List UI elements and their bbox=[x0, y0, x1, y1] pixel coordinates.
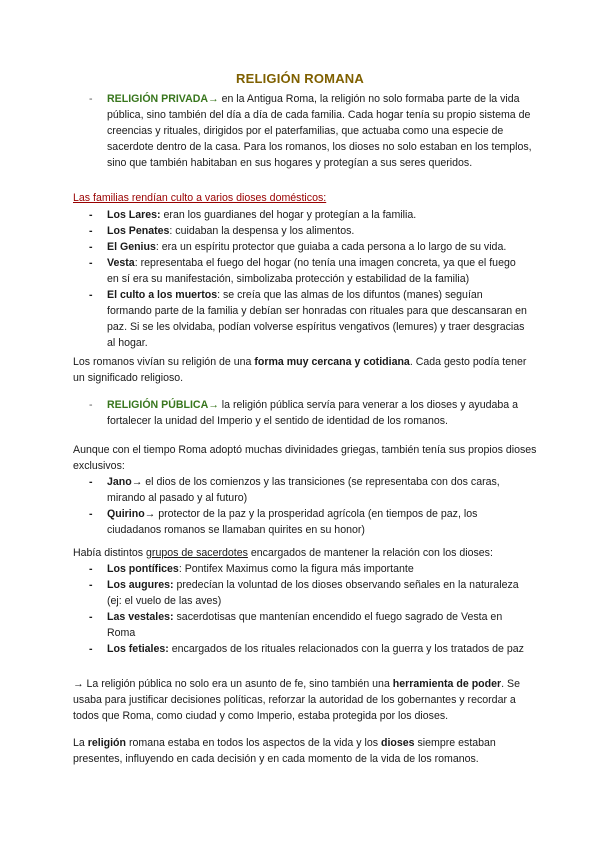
item-term: Las vestales: bbox=[107, 611, 174, 623]
para-text: → La religión pública no solo era un asunto de fe, sino también una bbox=[73, 678, 393, 690]
item-term: Vesta bbox=[107, 257, 135, 269]
bullet-dash: - bbox=[89, 563, 93, 575]
item-term: Jano bbox=[107, 476, 132, 488]
list-item bbox=[89, 207, 529, 223]
item-term: El Genius bbox=[107, 241, 156, 253]
para-text: . Se usaba para justificar decisiones políticas, reforzar la autoridad de los gobernantes y recordar a todos que Roma, como ciudad y como Imperio, estaba protegida por los dioses. bbox=[73, 678, 520, 722]
item-text: sacerdotisas que mantenían encendido el fuego sagrado de Vesta en Roma bbox=[107, 611, 503, 639]
bullet-dash: - bbox=[89, 508, 93, 520]
para-text: romana estaba en todos los aspectos de la vida y los bbox=[126, 737, 381, 749]
arrow-glyph: → bbox=[208, 399, 219, 411]
paragraph-priests bbox=[73, 545, 533, 561]
domestic-gods-heading: Las familias rendían culto a varios dioses domésticos: bbox=[73, 192, 327, 204]
para-text: Los romanos vivían su religión de una bbox=[73, 356, 255, 368]
item-term: Los fetiales: bbox=[107, 643, 169, 655]
item-text: → protector de la paz y la prosperidad agrícola (en tiempos de paz, los ciudadanos romanos se llamaban quirites en su honor) bbox=[107, 508, 478, 536]
public-religion-paragraph bbox=[107, 397, 529, 429]
list-item bbox=[89, 577, 529, 609]
para-bold: dioses bbox=[381, 737, 415, 749]
item-text: predecían la voluntad de los dioses observando señales en la naturaleza (ej: el vuelo de las aves) bbox=[107, 579, 519, 607]
item-text: : se creía que las almas de los difuntos (manes) seguían formando parte de la familia y debían ser honradas con rituales para que descansaran en paz. Si se les olvidaba, podían volverse espíritus vengativos (lemures) y traer desgracias al hogar. bbox=[107, 289, 527, 349]
list-item bbox=[89, 641, 529, 657]
bullet-dash: - bbox=[89, 241, 93, 253]
item-text: : era un espíritu protector que guiaba a cada persona a lo largo de su vida. bbox=[155, 241, 507, 253]
list-item bbox=[89, 561, 529, 577]
bullet-dash: - bbox=[89, 643, 93, 655]
item-term: Los Penates bbox=[107, 225, 170, 237]
private-religion-paragraph bbox=[107, 91, 535, 171]
bullet-dash: - bbox=[89, 225, 93, 237]
list-item bbox=[89, 474, 529, 506]
public-religion-label: RELIGIÓN PÚBLICA bbox=[107, 399, 209, 411]
bullet-dash: - bbox=[89, 93, 93, 105]
list-item bbox=[89, 506, 529, 538]
priests-list bbox=[89, 561, 529, 657]
item-text: encargados de los rituales relacionados con la guerra y los tratados de paz bbox=[168, 643, 524, 655]
bullet-dash: - bbox=[89, 209, 93, 221]
item-term: Quirino bbox=[107, 508, 145, 520]
bullet-dash: - bbox=[89, 399, 93, 411]
item-text: : representaba el fuego del hogar (no tenía una imagen concreta, ya que el fuego en sí era su manifestación, simbolizaba protección y estabilidad de la familia) bbox=[107, 257, 516, 285]
paragraph-everyday bbox=[73, 354, 533, 386]
para-text: . Cada gesto podía tener un significado religioso. bbox=[73, 356, 527, 384]
bullet-dash: - bbox=[89, 476, 93, 488]
bullet-dash: - bbox=[89, 289, 93, 301]
item-term: El culto a los muertos bbox=[107, 289, 218, 301]
list-item bbox=[89, 223, 529, 239]
para-bold: forma muy cercana y cotidiana bbox=[254, 356, 410, 368]
bullet-dash: - bbox=[89, 257, 93, 269]
item-term: Los pontífices bbox=[107, 563, 179, 575]
private-religion-label: RELIGIÓN PRIVADA bbox=[107, 93, 209, 105]
domestic-gods-list bbox=[89, 207, 529, 351]
paragraph-conclusion bbox=[73, 735, 525, 767]
para-text: siempre estaban presentes, influyendo en cada decisión y en cada momento de la vida de los romanos. bbox=[73, 737, 496, 765]
item-text: : cuidaban la despensa y los alimentos. bbox=[169, 225, 355, 237]
list-item bbox=[89, 287, 529, 351]
bullet-dash: - bbox=[89, 611, 93, 623]
bullet-dash: - bbox=[89, 579, 93, 591]
list-item bbox=[89, 239, 529, 255]
list-item bbox=[89, 609, 529, 641]
arrow-glyph: → bbox=[208, 93, 219, 105]
page-title: RELIGIÓN ROMANA bbox=[236, 71, 364, 86]
private-religion-text: en la Antigua Roma, la religión no solo formaba parte de la vida pública, sino también del día a día de cada familia. Cada hogar tenía su propio sistema de creencias y rituales, dirigidos por el paterfamilias, que actuaba como una especie de sacerdote dentro de la casa. Para los romanos, los dioses no solo estaban en los templos, sino que también habitaban en sus hogares y protegían a sus seres queridos. bbox=[107, 93, 532, 169]
public-religion-text: la religión pública servía para venerar a los dioses y ayudaba a fortalecer la unidad del Imperio y el sentido de identidad de los romanos. bbox=[107, 399, 518, 427]
item-text: eran los guardianes del hogar y protegían a la familia. bbox=[160, 209, 417, 221]
paragraph-power bbox=[73, 676, 529, 724]
private-religion-section bbox=[89, 91, 535, 171]
para-underline: grupos de sacerdotes bbox=[146, 547, 248, 559]
para-text: Había distintos bbox=[73, 547, 147, 559]
item-term: Los Lares: bbox=[107, 209, 161, 221]
para-bold: herramienta de poder bbox=[392, 678, 502, 690]
paragraph-greek-gods: Aunque con el tiempo Roma adoptó muchas divinidades griegas, también tenía sus propios dioses exclusivos: bbox=[73, 444, 537, 472]
item-term: Los augures: bbox=[107, 579, 174, 591]
item-text: : Pontifex Maximus como la figura más importante bbox=[178, 563, 414, 575]
list-item bbox=[89, 255, 529, 287]
para-text: encargados de mantener la relación con los dioses: bbox=[247, 547, 493, 559]
public-religion-section bbox=[89, 397, 529, 429]
item-text: → el dios de los comienzos y las transiciones (se representaba con dos caras, mirando al pasado y al futuro) bbox=[107, 476, 500, 504]
para-bold: religión bbox=[87, 737, 126, 749]
roman-gods-list bbox=[89, 474, 529, 538]
para-text: La bbox=[73, 737, 88, 749]
